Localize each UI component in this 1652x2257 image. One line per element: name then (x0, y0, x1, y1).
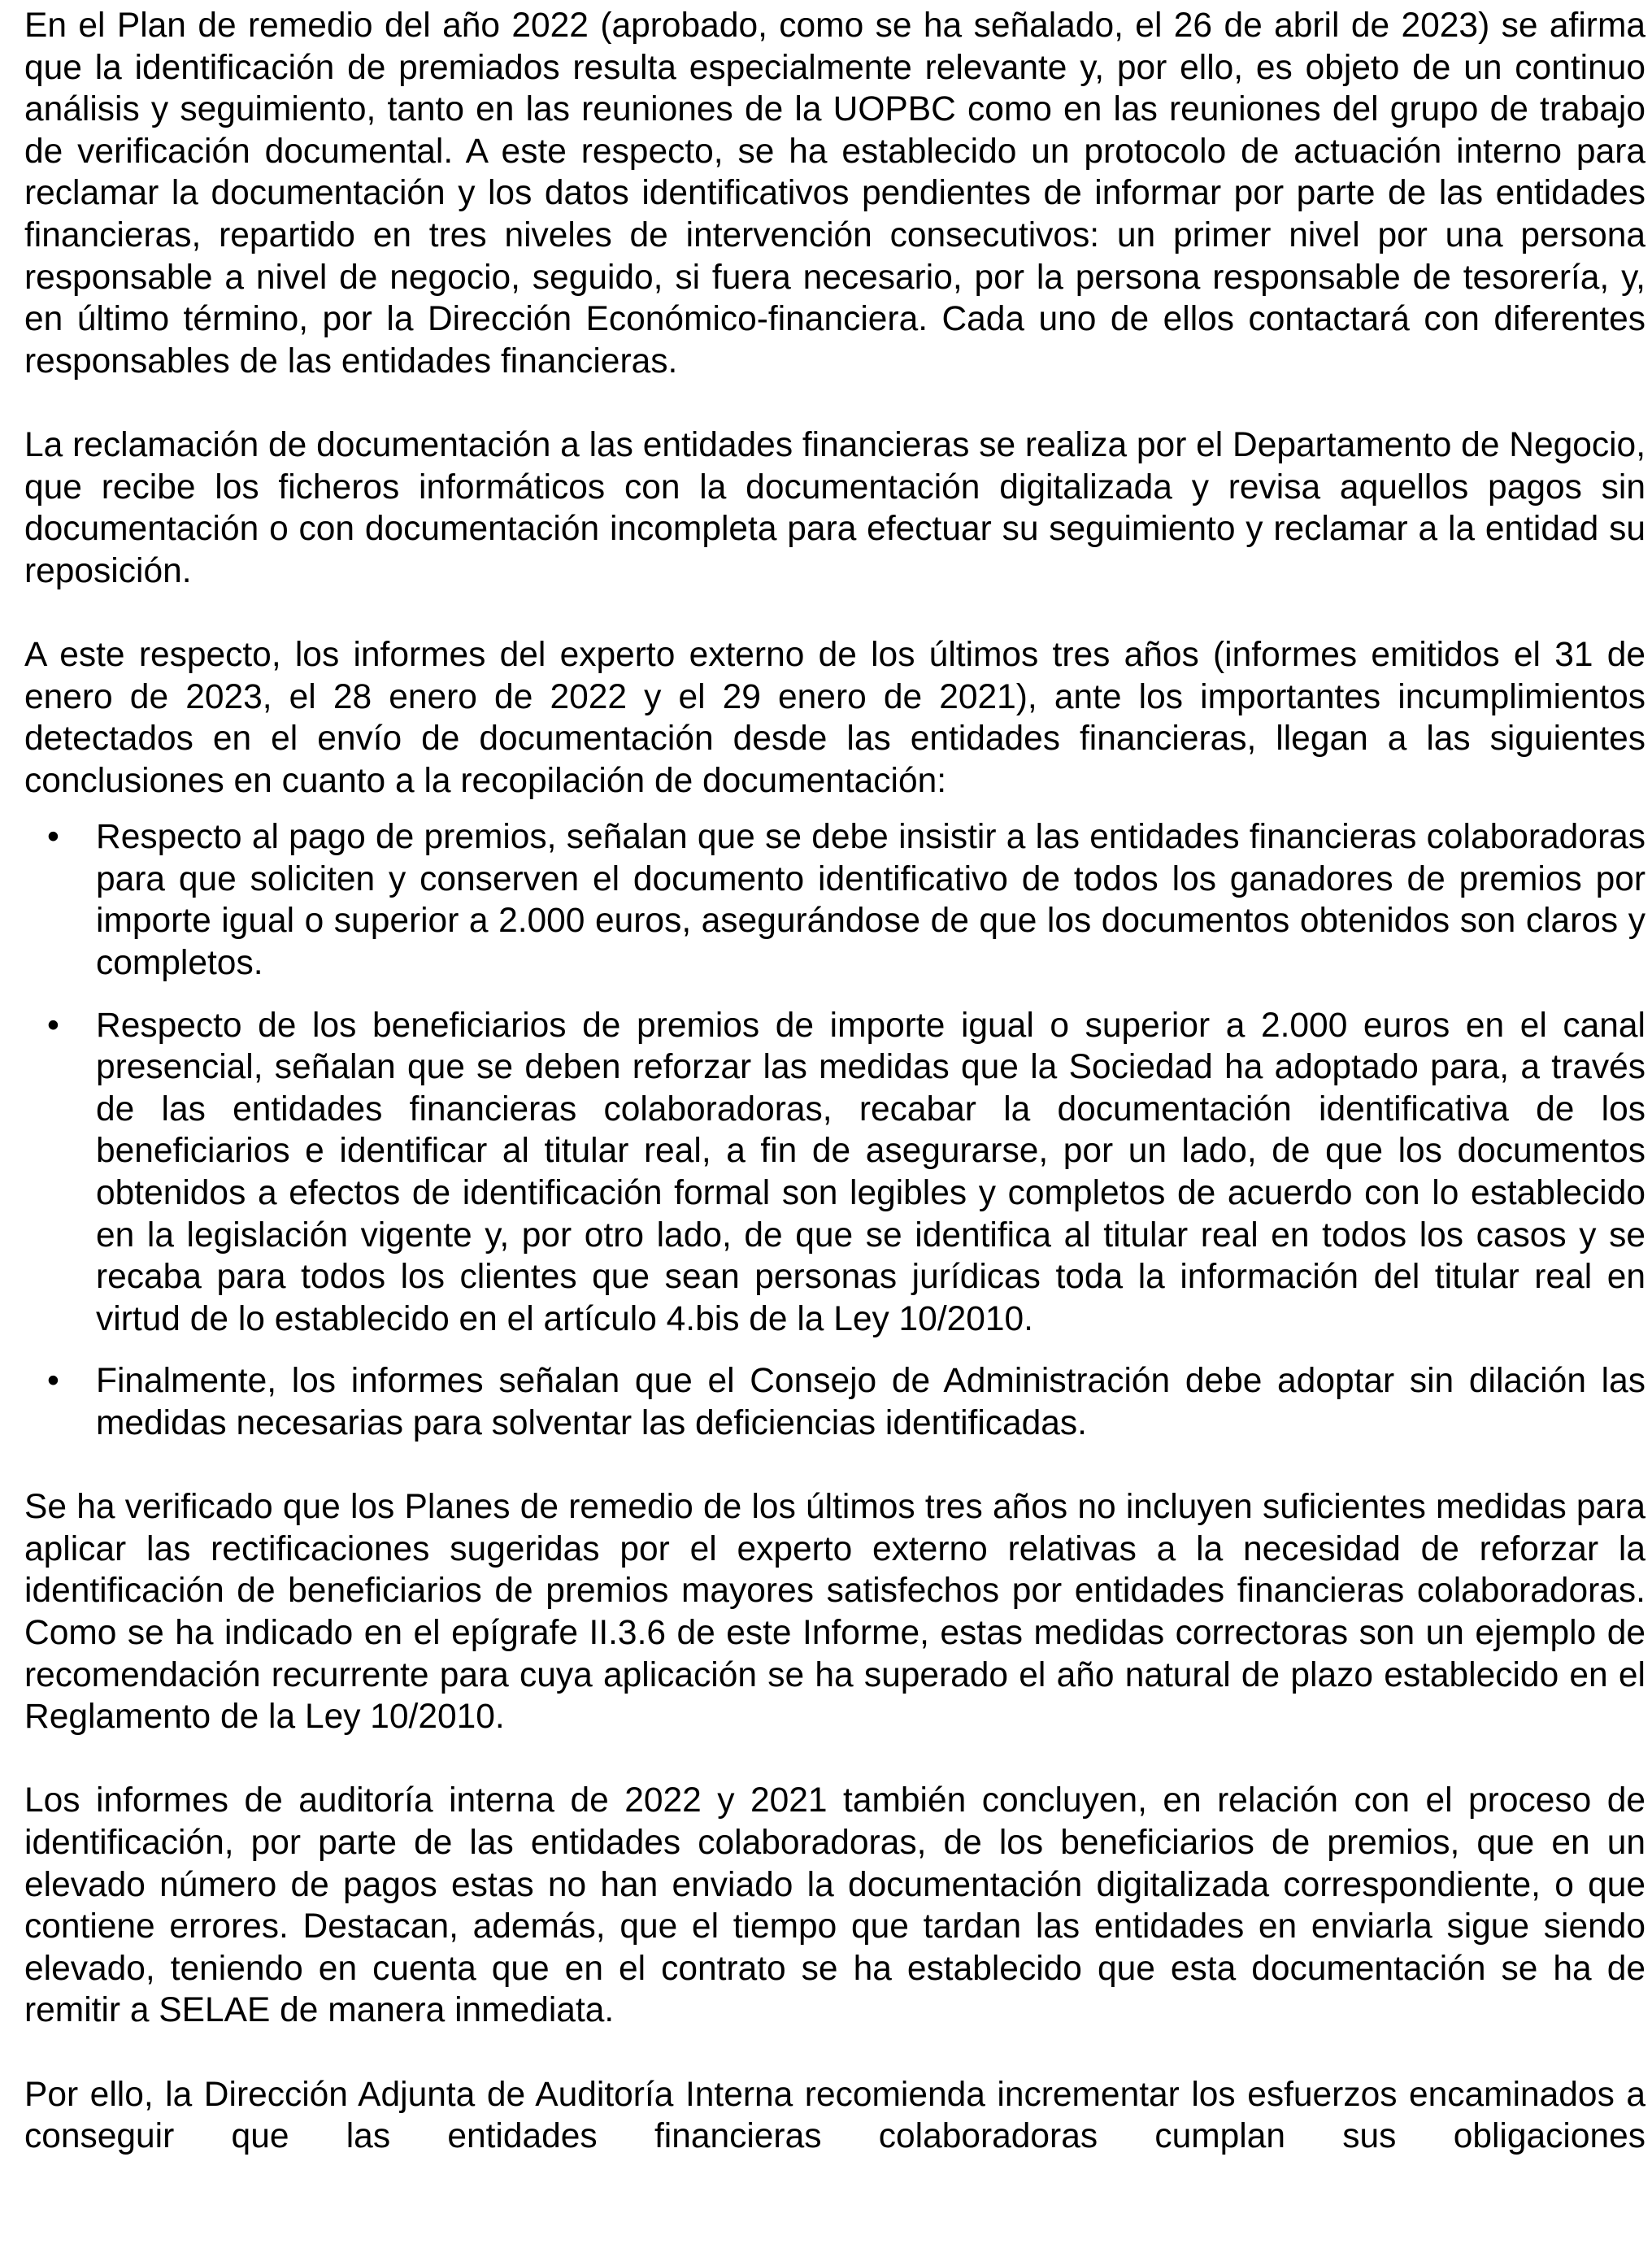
list-item-text: Finalmente, los informes señalan que el Consejo de Administración debe adoptar sin dilación las medidas necesarias para solventar las deficiencias identificadas. (96, 1362, 1645, 1442)
document-page (24, 5, 1645, 2158)
conclusions-list (24, 816, 1645, 1444)
bullet-icon: • (47, 1006, 59, 1045)
list-item (24, 816, 1645, 984)
paragraph-planes-remedio: Se ha verificado que los Planes de remedio de los últimos tres años no incluyen suficientes medidas para aplicar las rectificaciones sugeridas por el experto externo relativas a la necesidad de reforzar la identificación de beneficiarios de premios mayores satisfechos por entidades financieras colaboradoras. Como se ha indicado en el epígrafe II.3.6 de este Informe, estas medidas correctoras son un ejemplo de recomendación recurrente para cuya aplicación se ha superado el año natural de plazo establecido en el Reglamento de la Ley 10/2010. (24, 1488, 1645, 1737)
list-item (24, 1360, 1645, 1444)
list-item (24, 1005, 1645, 1341)
list-item-text: Respecto al pago de premios, señalan que se debe insistir a las entidades financieras colaboradoras para que soliciten y conserven el documento identificativo de todos los ganadores de premios por importe igual o superior a 2.000 euros, asegurándose de que los documentos obtenidos son claros y completos. (96, 818, 1645, 983)
paragraph-auditoria-interna: Los informes de auditoría interna de 2022 y 2021 también concluyen, en relación con el proceso de identificación, por parte de las entidades colaboradoras, de los beneficiarios de premios, que en un elevado número de pagos estas no han enviado la documentación digitalizada correspondiente, o que contiene errores. Destacan, además, que el tiempo que tardan las entidades en enviarla sigue siendo elevado, teniendo en cuenta que en el contrato se ha establecido que esta documentación se ha de remitir a SELAE de manera inmediata. (24, 1781, 1645, 2030)
paragraph-plan-remedio: En el Plan de remedio del año 2022 (aprobado, como se ha señalado, el 26 de abril de 2023) se afirma que la identificación de premiados resulta especialmente relevante y, por ello, es objeto de un continuo análisis y seguimiento, tanto en las reuniones de la UOPBC como en las reuniones del grupo de trabajo de verificación documental. A este respecto, se ha establecido un protocolo de actuación interno para reclamar la documentación y los datos identificativos pendientes de informar por parte de las entidades financieras, repartido en tres niveles de intervención consecutivos: un primer nivel por una persona responsable a nivel de negocio, seguido, si fuera necesario, por la persona responsable de tesorería, y, en último término, por la Dirección Económico-financiera. Cada uno de ellos contactará con diferentes responsables de las entidades financieras. (24, 7, 1645, 381)
list-item-text: Respecto de los beneficiarios de premios de importe igual o superior a 2.000 euros en el canal presencial, señalan que se deben reforzar las medidas que la Sociedad ha adoptado para, a través de las entidades financieras colaboradoras, recabar la documentación identificativa de los beneficiarios e identificar al titular real, a fin de asegurarse, por un lado, de que los documentos obtenidos a efectos de identificación formal son legibles y completos de acuerdo con lo establecido en la legislación vigente y, por otro lado, de que se identifica al titular real en todos los casos y se recaba para todos los clientes que sean personas jurídicas toda la información del titular real en virtud de lo establecido en el artículo 4.bis de la Ley 10/2010. (96, 1006, 1645, 1338)
paragraph-recomendacion: Por ello, la Dirección Adjunta de Auditoría Interna recomienda incrementar los esfuerzos encaminados a conseguir que las entidades financieras colaboradoras cumplan sus obligaciones (24, 2075, 1645, 2156)
bullet-icon: • (47, 818, 59, 857)
bullet-icon: • (47, 1362, 59, 1401)
paragraph-experto-externo: A este respecto, los informes del experto externo de los últimos tres años (informes emitidos el 31 de enero de 2023, el 28 enero de 2022 y el 29 enero de 2021), ante los importantes incumplimientos detectados en el envío de documentación desde las entidades financieras, llegan a las siguientes conclusiones en cuanto a la recopilación de documentación: (24, 635, 1645, 800)
paragraph-reclamacion-documentacion: La reclamación de documentación a las entidades financieras se realiza por el Departamento de Negocio, que recibe los ficheros informáticos con la documentación digitalizada y revisa aquellos pagos sin documentación o con documentación incompleta para efectuar su seguimiento y reclamar a la entidad su reposición. (24, 425, 1645, 590)
